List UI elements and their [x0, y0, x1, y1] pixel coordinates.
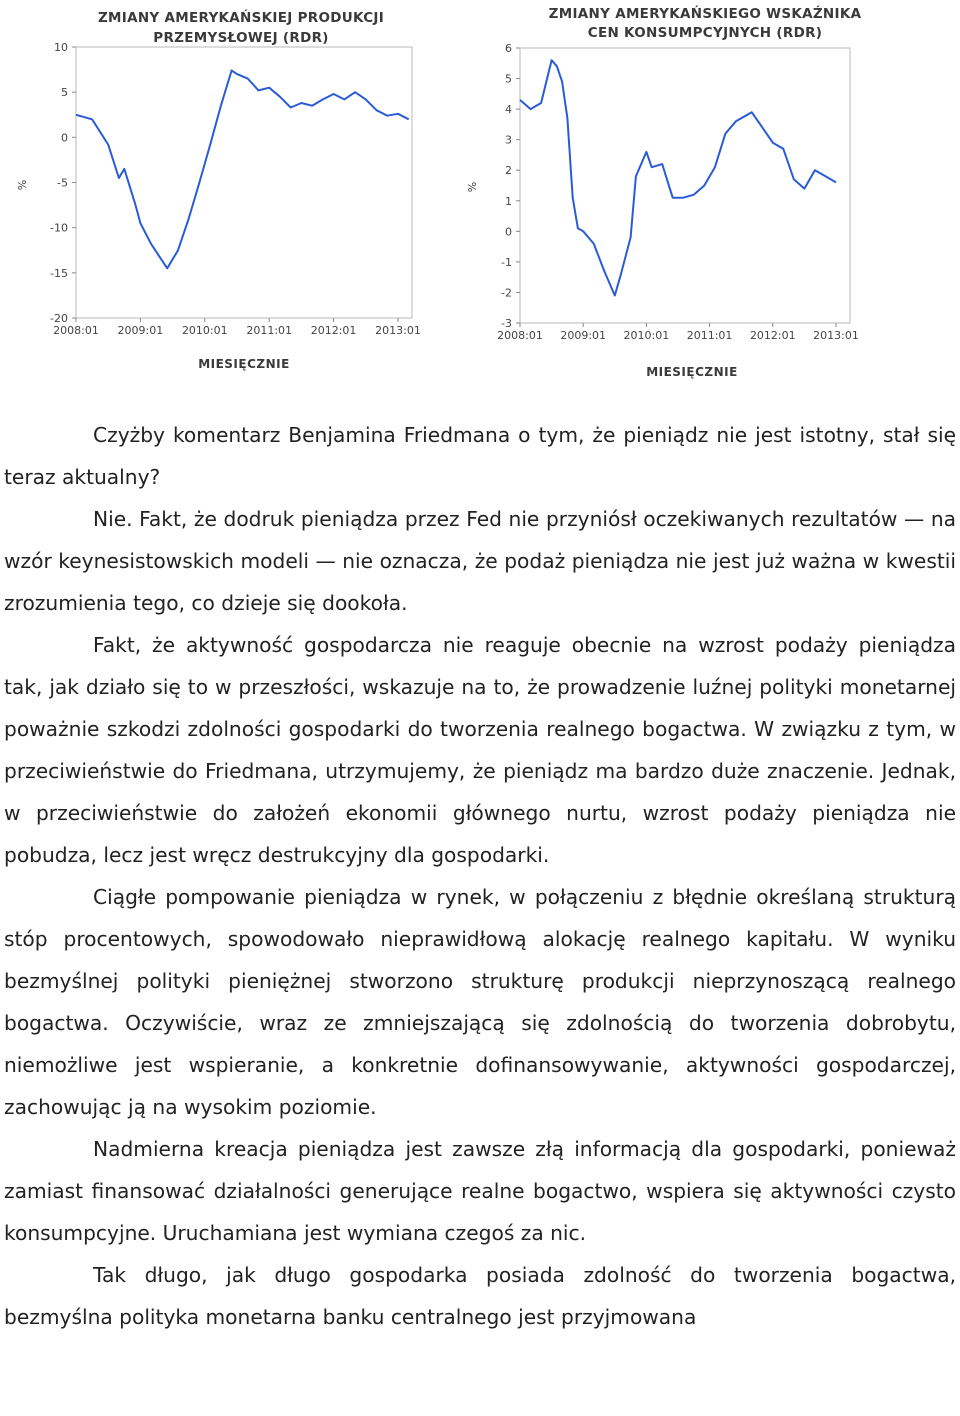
x-tick-label: 2013:01 [375, 324, 421, 337]
chart-title-line-1: ZMIANY AMERYKAŃSKIEGO WSKAŹNIKA [548, 6, 862, 22]
chart-title-line-2: PRZEMYSŁOWEJ (RDR) [153, 30, 329, 46]
y-tick-label: -15 [50, 266, 68, 280]
y-tick-label: -2 [501, 286, 512, 300]
y-axis-label: % [466, 181, 479, 193]
consumer-price-index-chart-svg [462, 0, 902, 390]
paragraph: Nadmierna kreacja pieniądza jest zawsze złą informacją dla gospodarki, ponieważ zamiast finansować działalności generujące realne bogactwo, wspiera się aktywności czysto konsumpcyjne. Uruchamiana jest wymiana czegoś za nic. [4, 1137, 956, 1245]
y-tick-label: -10 [50, 221, 68, 235]
y-tick-label: 3 [505, 133, 512, 147]
x-tick-label: 2008:01 [497, 329, 543, 342]
paragraph: Czyżby komentarz Benjamina Friedmana o tym, że pieniądz nie jest istotny, stał się teraz aktualny? [4, 423, 956, 489]
y-tick-label: 6 [505, 42, 512, 55]
chart-title-line-1: ZMIANY AMERYKAŃSKIEJ PRODUKCJI [97, 10, 385, 26]
series-line [520, 60, 836, 295]
paragraph: Ciągłe pompowanie pieniądza w rynek, w połączeniu z błędnie określaną strukturą stóp procentowych, spowodowało nieprawidłową alokację realnego kapitału. W wyniku bezmyślnej polityki pieniężnej stworzono strukturę produkcji nieprzynoszącą realnego bogactwa. Oczywiście, wraz ze zmniejszającą się zdolnością do tworzenia dobrobytu, niemożliwe jest wspieranie, a konkretnie dofinansowywanie, aktywności gospodarczej, zachowując ją na wysokim poziomie. [4, 885, 956, 1119]
y-tick-label: -3 [501, 317, 512, 330]
y-tick-label: 2 [505, 164, 512, 178]
y-tick-label: 1 [505, 194, 512, 208]
chart-title-line-2: CEN KONSUMPCYJNYCH (RDR) [587, 25, 823, 41]
y-axis-label: % [16, 179, 29, 191]
y-tick-label: -20 [50, 312, 68, 325]
paragraph: Fakt, że aktywność gospodarcza nie reaguje obecnie na wzrost podaży pieniądza tak, jak działo się to w przeszłości, wskazuje na to, że prowadzenie luźnej polityki monetarnej poważnie szkodzi zdolności gospodarki do tworzenia realnego bogactwa. W związku z tym, w przeciwieństwie do Friedmana, utrzymujemy, że pieniądz ma bardzo duże znaczenie. Jednak, w przeciwieństwie do założeń ekonomii głównego nurtu, wzrost podaży pieniądza nie pobudza, lecz jest wręcz destrukcyjny dla gospodarki. [4, 633, 956, 867]
x-tick-label: 2008:01 [53, 324, 99, 337]
x-tick-label: 2009:01 [117, 324, 164, 337]
y-tick-label: -5 [57, 176, 68, 190]
series-line [76, 71, 409, 269]
plot-frame [76, 47, 412, 318]
x-tick-label: 2010:01 [181, 324, 228, 337]
x-tick-label: 2010:01 [623, 329, 670, 342]
paragraph: Tak długo, jak długo gospodarka posiada zdolność do tworzenia bogactwa, bezmyślna polityka monetarna banku centralnego jest przyjmowana [4, 1263, 956, 1329]
y-tick-label: 4 [505, 103, 512, 117]
y-tick-label: -1 [501, 255, 512, 269]
x-tick-label: 2012:01 [749, 329, 796, 342]
x-axis-label: MIESIĘCZNIE [646, 365, 738, 379]
x-tick-label: 2013:01 [813, 329, 859, 342]
y-tick-label: 0 [61, 131, 68, 145]
paragraph: Nie. Fakt, że dodruk pieniądza przez Fed nie przyniósł oczekiwanych rezultatów — na wzór keynesistowskich modeli — nie oznacza, że podaż pieniądza nie jest już ważna w kwestii zrozumienia tego, co dzieje się dookoła. [4, 507, 956, 615]
y-tick-label: 10 [54, 41, 68, 54]
industrial-production-chart [14, 0, 444, 380]
x-tick-label: 2011:01 [686, 329, 733, 342]
plot-area [50, 41, 421, 337]
x-axis-label: MIESIĘCZNIE [198, 357, 290, 371]
consumer-price-index-chart [462, 0, 902, 390]
industrial-production-chart-svg [14, 0, 444, 380]
plot-area [497, 42, 859, 342]
y-tick-label: 5 [505, 72, 512, 86]
y-tick-label: 5 [61, 86, 68, 100]
x-tick-label: 2011:01 [246, 324, 293, 337]
y-tick-label: 0 [505, 225, 512, 239]
x-tick-label: 2009:01 [560, 329, 607, 342]
article-body [4, 414, 956, 1338]
x-tick-label: 2012:01 [310, 324, 357, 337]
